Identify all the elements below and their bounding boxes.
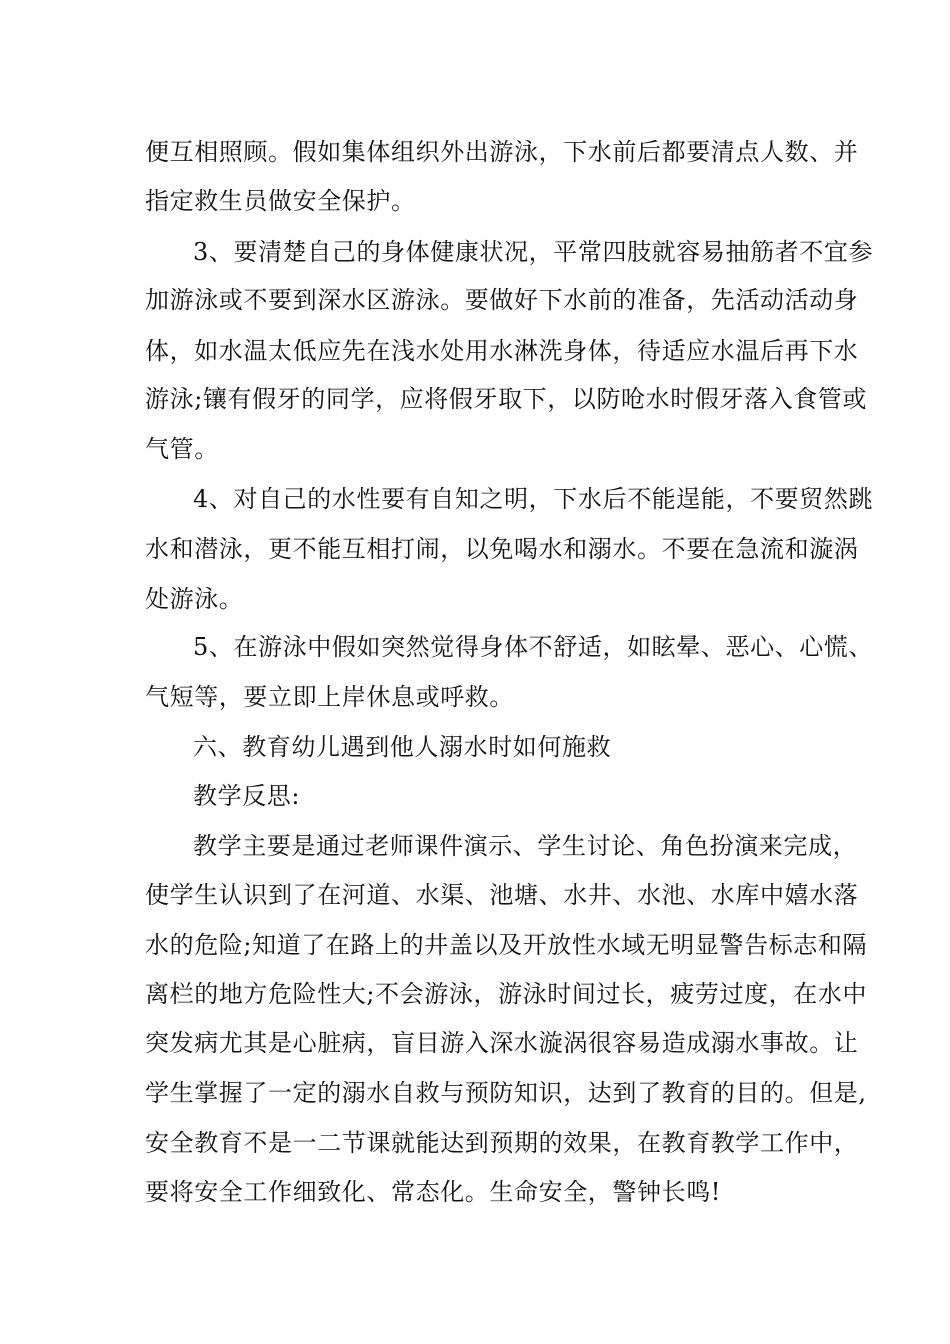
text-line: 处游泳。 — [145, 585, 244, 613]
text-line: 要将安全工作细致化、常态化。生命安全，警钟长鸣! — [145, 1178, 722, 1206]
section-heading-6: 六、教育幼儿遇到他人溺水时如何施救 — [193, 733, 612, 761]
text-line: 水的危险;知道了在路上的井盖以及开放性水域无明显警告标志和隔 — [145, 931, 868, 959]
reflection-heading: 教学反思: — [193, 782, 301, 810]
text-line: 离栏的地方危险性大;不会游泳，游泳时间过长，疲劳过度，在水中 — [145, 980, 868, 1008]
text-line: 加游泳或不要到深水区游泳。要做好下水前的准备，先活动活动身 — [145, 286, 859, 314]
text-line: 气短等，要立即上岸休息或呼救。 — [145, 683, 514, 711]
text-line: 游泳;镶有假牙的同学，应将假牙取下，以防呛水时假牙落入食管或 — [145, 385, 868, 413]
text-line: 水和潜泳，更不能互相打闹，以免喝水和溺水。不要在急流和漩涡 — [145, 535, 859, 563]
text-line: 体，如水温太低应先在浅水处用水淋洗身体，待适应水温后再下水 — [145, 337, 859, 365]
paragraph-4-start: 4、对自己的水性要有自知之明，下水后不能逞能，不要贸然跳 — [193, 485, 874, 513]
text-line: 安全教育不是一二节课就能达到预期的效果，在教育教学工作中， — [145, 1129, 859, 1157]
text-line: 便互相照顾。假如集体组织外出游泳，下水前后都要清点人数、并 — [145, 138, 859, 166]
paragraph-3-start: 3、要清楚自己的身体健康状况，平常四肢就容易抽筋者不宜参 — [193, 238, 874, 266]
reflection-paragraph-start: 教学主要是通过老师课件演示、学生讨论、角色扮演来完成， — [193, 832, 858, 860]
text-line: 突发病尤其是心脏病，盲目游入深水漩涡很容易造成溺水事故。让 — [145, 1029, 859, 1057]
text-line: 指定救生员做安全保护。 — [145, 187, 416, 215]
text-line: 学生掌握了一定的溺水自救与预防知识，达到了教育的目的。但是, — [145, 1079, 867, 1107]
text-line: 气管。 — [145, 435, 219, 463]
paragraph-5-start: 5、在游泳中假如突然觉得身体不舒适，如眩晕、恶心、心慌、 — [193, 633, 874, 661]
text-line: 使学生认识到了在河道、水渠、池塘、水井、水池、水库中嬉水落 — [145, 881, 859, 909]
